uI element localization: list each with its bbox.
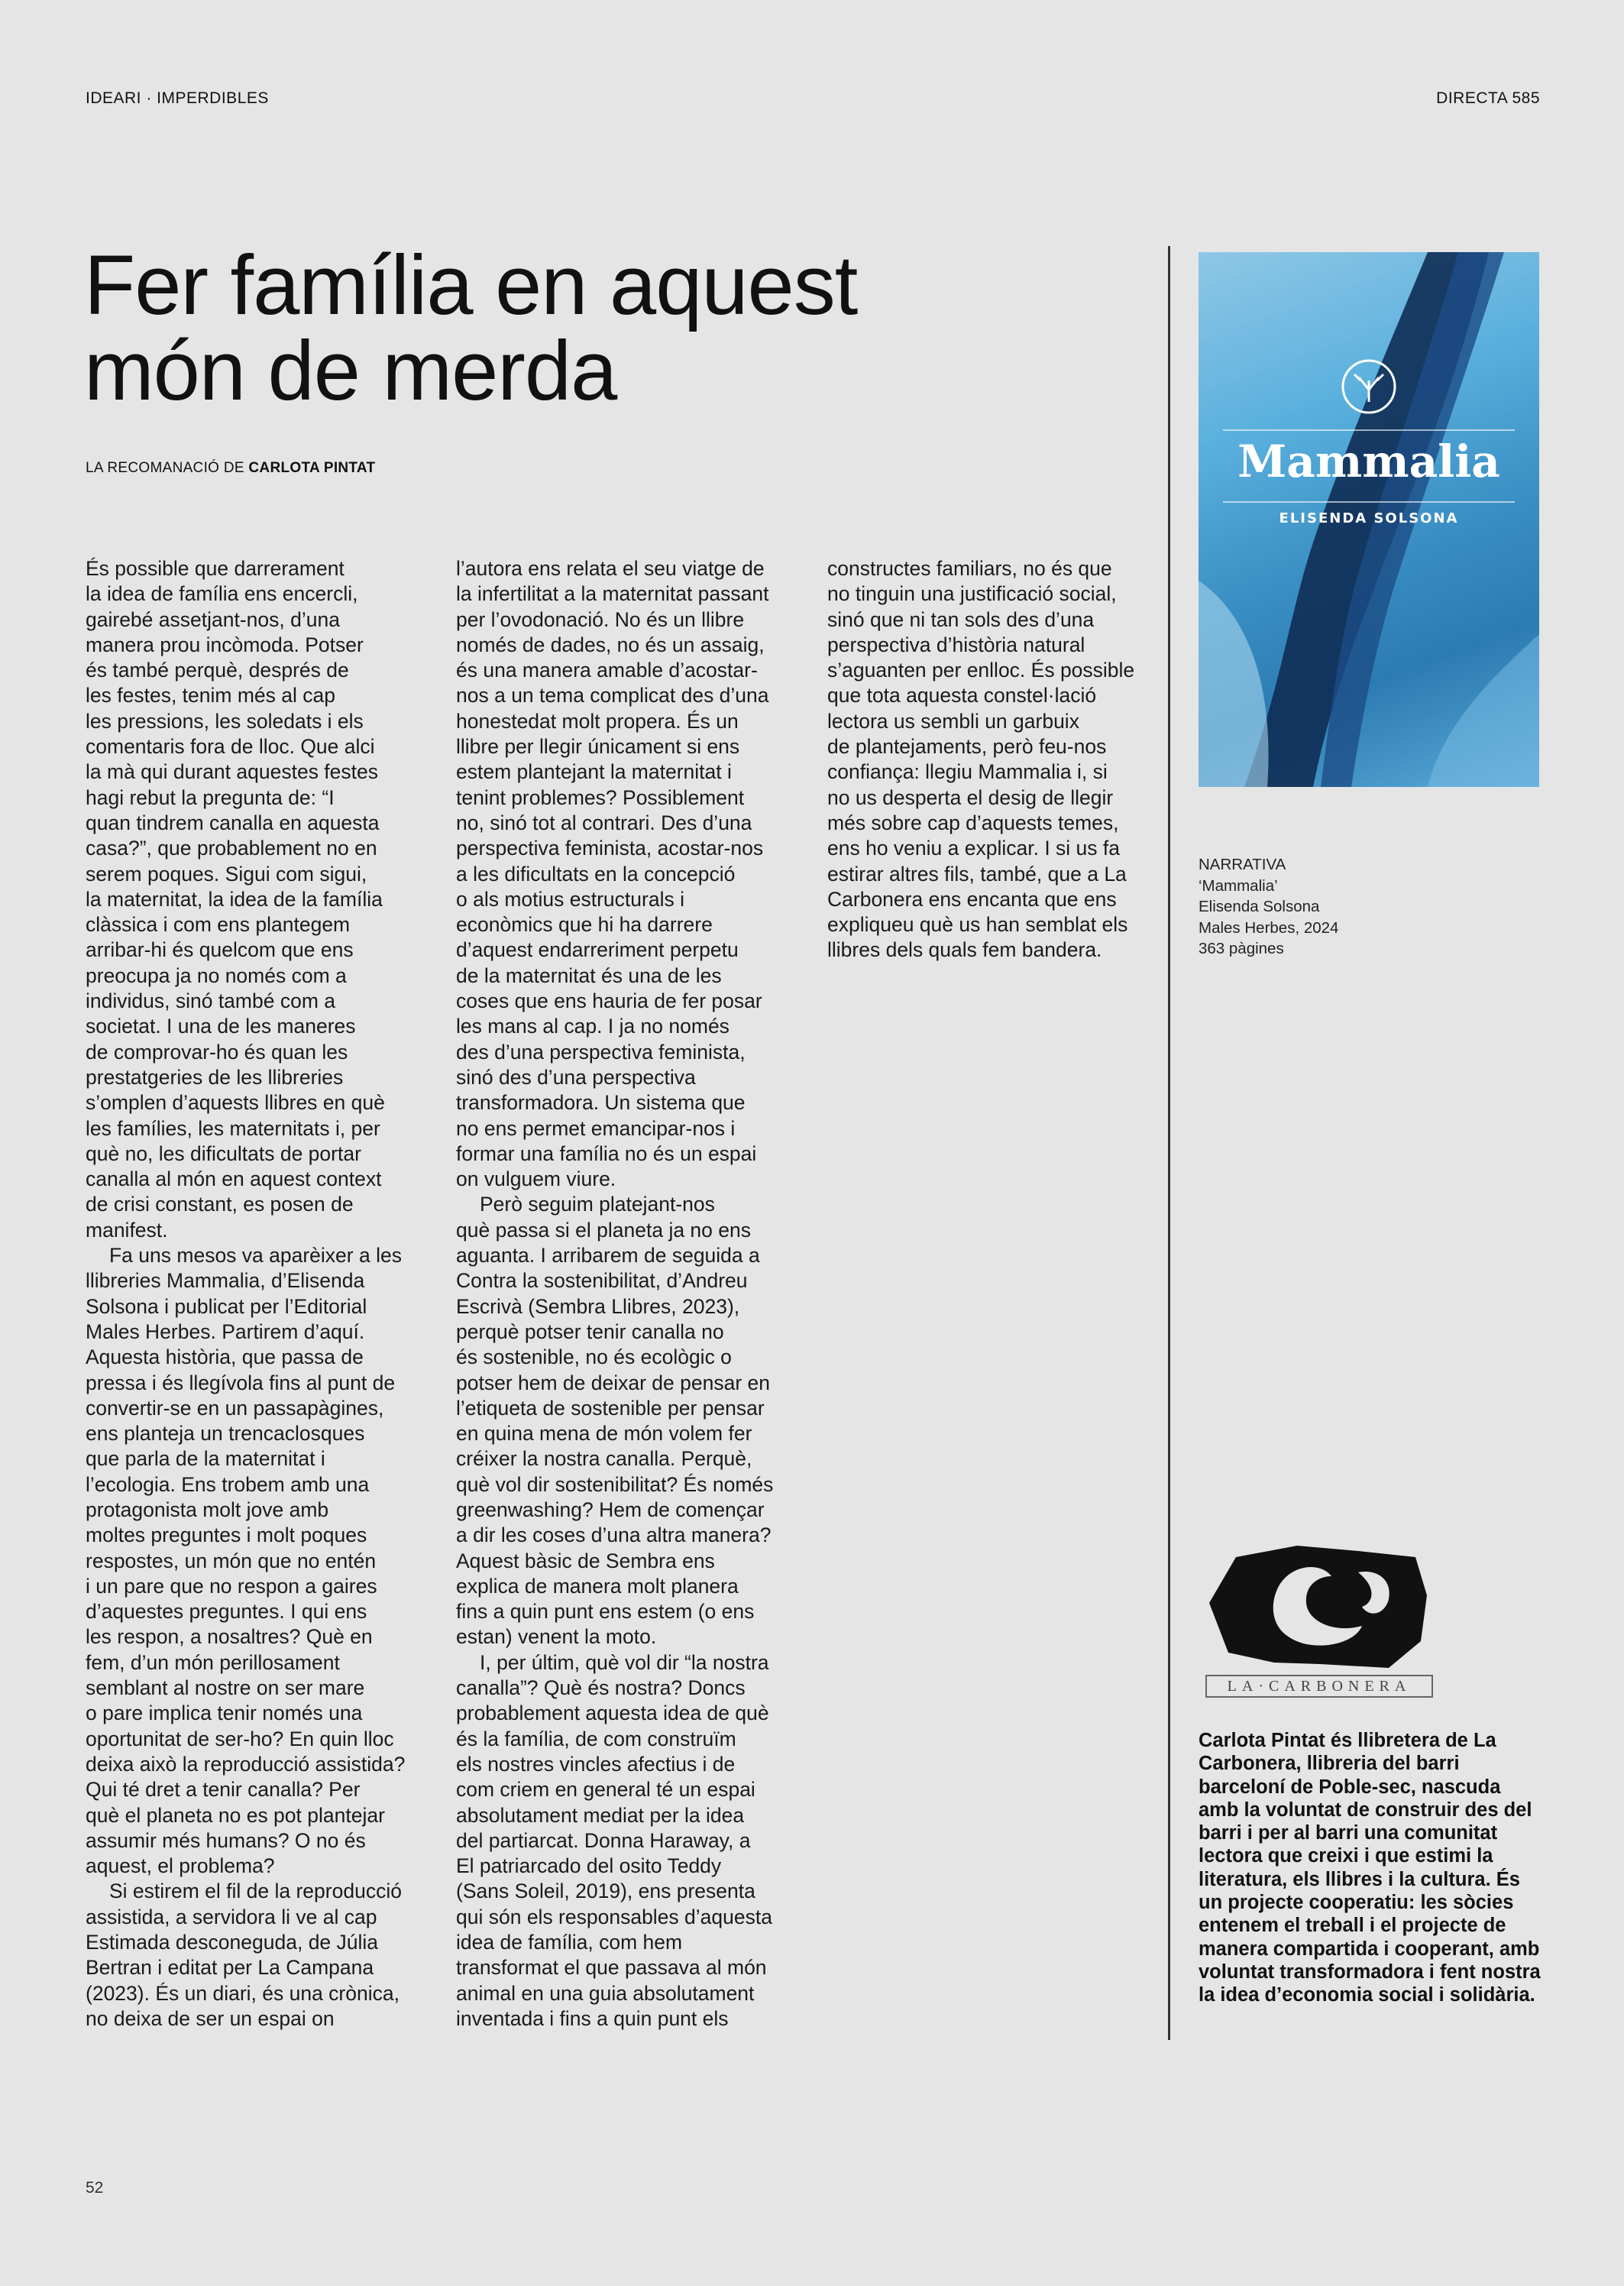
article-line: És possible que darrerament bbox=[86, 557, 345, 580]
article-column-1 bbox=[86, 556, 437, 2032]
article-line: llibreries Mammalia, d’Elisenda bbox=[86, 1269, 365, 1293]
article-line: aquest, el problema? bbox=[86, 1854, 275, 1878]
article-line: formar una família no és un espai bbox=[456, 1141, 757, 1165]
article-line: Bertran i editat per La Campana bbox=[86, 1956, 374, 1980]
article-line: com criem en general té un espai bbox=[456, 1778, 755, 1802]
article-line: canalla al món en aquest context bbox=[86, 1167, 382, 1191]
article-line: convertir-se en un passapàgines, bbox=[86, 1396, 384, 1420]
article-line: què no, les dificultats de portar bbox=[86, 1141, 361, 1165]
article-line: assumir més humans? O no és bbox=[86, 1828, 366, 1852]
article-line: (2023). És un diari, és una crònica, bbox=[86, 1981, 400, 2005]
article-line: Aquesta història, que passa de bbox=[86, 1345, 364, 1369]
article-line: qui són els responsables d’aquesta bbox=[456, 1905, 772, 1928]
la-carbonera-logo bbox=[1202, 1542, 1439, 1702]
article-line: casa?”, que probablement no en bbox=[86, 837, 377, 860]
article-line: lectora us sembli un garbuix bbox=[827, 709, 1079, 733]
article-line: gairebé assetjant-nos, d’una bbox=[86, 607, 340, 631]
article-line: de la maternitat és una de les bbox=[456, 963, 722, 987]
byline bbox=[86, 460, 375, 477]
article-line: és també perquè, després de bbox=[86, 659, 349, 682]
byline-prefix: LA RECOMANACIÓ DE bbox=[86, 460, 244, 476]
article-line: no ens permet emancipar-nos i bbox=[456, 1116, 736, 1140]
article-line: perspectiva feminista, acostar-nos bbox=[456, 837, 764, 860]
article-line: del partiarcat. Donna Haraway, a bbox=[456, 1828, 751, 1852]
article-line: animal en una guia absolutament bbox=[456, 1981, 755, 2005]
article-line: Contra la sostenibilitat, d’Andreu bbox=[456, 1269, 748, 1293]
article-line: què vol dir sostenibilitat? És només bbox=[456, 1472, 774, 1496]
article-line: la idea de família ens encercli, bbox=[86, 582, 358, 606]
article-line: és sostenible, no és ecològic o bbox=[456, 1345, 732, 1369]
article-line: expliqueu què us han semblat els bbox=[827, 913, 1128, 937]
article-line: només de dades, no és un assaig, bbox=[456, 633, 765, 656]
article-line: en quina mena de món volem fer bbox=[456, 1422, 752, 1446]
sidebar-divider bbox=[1168, 246, 1170, 2040]
article-line: (Sans Soleil, 2019), ens presenta bbox=[456, 1880, 755, 1903]
article-line: els nostres vincles afectius i de bbox=[456, 1752, 736, 1776]
article-line: preocupa ja no només com a bbox=[86, 963, 347, 987]
article-line: a dir les coses d’una altra manera? bbox=[456, 1523, 772, 1547]
article-line: on vulguem viure. bbox=[456, 1167, 616, 1191]
article-line: greenwashing? Hem de començar bbox=[456, 1498, 765, 1521]
article-line: és una manera amable d’acostar- bbox=[456, 659, 758, 682]
article-line: semblant al nostre on ser mare bbox=[86, 1676, 365, 1700]
issue-label: DIRECTA 585 bbox=[1436, 89, 1540, 107]
article-title bbox=[84, 238, 1092, 418]
article-line: les respon, a nosaltres? Què en bbox=[86, 1625, 373, 1649]
article-line: honestedat molt propera. És un bbox=[456, 709, 739, 733]
article-line: transformat el que passava al món bbox=[456, 1956, 767, 1980]
article-line: la maternitat, la idea de la família bbox=[86, 887, 383, 911]
article-line: més sobre cap d’aquests temes, bbox=[827, 811, 1119, 834]
article-line: ens ho veniu a explicar. I si us fa bbox=[827, 837, 1120, 860]
article-line: la infertilitat a la maternitat passant bbox=[456, 582, 769, 606]
article-line: tenint problemes? Possiblement bbox=[456, 785, 745, 809]
article-line: de crisi constant, es posen de bbox=[86, 1193, 354, 1216]
article-line: arribar-hi és quelcom que ens bbox=[86, 938, 354, 962]
article-line: des d’una perspectiva feminista, bbox=[456, 1040, 746, 1064]
article-line: o pare implica tenir només una bbox=[86, 1702, 363, 1725]
article-line: nos a un tema complicat des d’una bbox=[456, 684, 769, 707]
byline-author: CARLOTA PINTAT bbox=[248, 460, 376, 476]
book-cover bbox=[1199, 252, 1539, 787]
article-line: sinó que ni tan sols des d’una bbox=[827, 607, 1095, 631]
article-line: les mans al cap. I ja no només bbox=[456, 1015, 730, 1038]
article-line: probablement aquesta idea de què bbox=[456, 1702, 769, 1725]
article-line: i un pare que no respon a gaires bbox=[86, 1574, 377, 1598]
article-line: individus, sinó també com a bbox=[86, 989, 335, 1013]
article-line: hagi rebut la pregunta de: “I bbox=[86, 785, 335, 809]
article-line: què el planeta no es pot plantejar bbox=[86, 1803, 385, 1827]
article-line: oportunitat de ser-ho? En quin lloc bbox=[86, 1727, 394, 1750]
article-line: quan tindrem canalla en aquesta bbox=[86, 811, 380, 834]
article-line: les famílies, les maternitats i, per bbox=[86, 1116, 380, 1140]
article-line: d’aquest endarreriment perpetu bbox=[456, 938, 739, 962]
article-line: protagonista molt jove amb bbox=[86, 1498, 329, 1521]
article-line: Solsona i publicat per l’Editorial bbox=[86, 1294, 367, 1318]
article-line: fem, d’un món perillosament bbox=[86, 1650, 340, 1674]
article-line: llibre per llegir únicament si ens bbox=[456, 735, 740, 759]
article-line: manera prou incòmoda. Potser bbox=[86, 633, 364, 656]
bookseller-bio: Carlota Pintat és llibretera de La Carbonera, llibreria del barri barceloní de Poble-sec, nascuda amb la voluntat de construir des del barri i per al barri una comunitat lectora que creixi i que estimi la literatura, els llibres i la cultura. És un projecte cooperatiu: les sòcies entenem el treball i el projecte de manera compartida i cooperant, amb voluntat transformadora i fent nostra la idea d’economia social i solidària. bbox=[1199, 1730, 1541, 2006]
article-line: coses que ens hauria de fer posar bbox=[456, 989, 762, 1013]
article-line: que parla de la maternitat i bbox=[86, 1447, 325, 1471]
article-line: estirar altres fils, també, que a La bbox=[827, 862, 1127, 886]
article-line: absolutament mediat per la idea bbox=[456, 1803, 745, 1827]
cover-author: ELISENDA SOLSONA bbox=[1279, 510, 1459, 526]
article-line: perspectiva d’història natural bbox=[827, 633, 1085, 656]
article-line: a les dificultats en la concepció bbox=[456, 862, 736, 886]
article-line: idea de família, com hem bbox=[456, 1931, 683, 1954]
article-line: inventada i fins a quin punt els bbox=[456, 2006, 729, 2030]
article-line: comentaris fora de lloc. Que alci bbox=[86, 735, 375, 759]
article-line: explica de manera molt planera bbox=[456, 1574, 739, 1598]
article-line: Qui té dret a tenir canalla? Per bbox=[86, 1778, 361, 1802]
article-line: l’autora ens relata el seu viatge de bbox=[456, 557, 765, 580]
article-line: pressa i és llegívola fins al punt de bbox=[86, 1371, 396, 1394]
article-line: no deixa de ser un espai on bbox=[86, 2006, 335, 2030]
title-line-2: món de merda bbox=[84, 324, 617, 418]
article-line: la mà qui durant aquestes festes bbox=[86, 760, 379, 784]
article-line: transformadora. Un sistema que bbox=[456, 1091, 746, 1115]
article-line: respostes, un món que no entén bbox=[86, 1549, 377, 1572]
article-line: Si estirem el fil de la reproducció bbox=[109, 1880, 402, 1903]
article-line: confiança: llegiu Mammalia i, si bbox=[827, 760, 1108, 784]
article-line: les pressions, les soledats i els bbox=[86, 709, 364, 733]
article-line: assistida, a servidora li ve al cap bbox=[86, 1905, 377, 1928]
book-author: Elisenda Solsona bbox=[1199, 898, 1320, 915]
article-line: Carbonera ens encanta que ens bbox=[827, 887, 1117, 911]
article-line: aguanta. I arribarem de seguida a bbox=[456, 1244, 760, 1268]
article-line: l’ecologia. Ens trobem amb una bbox=[86, 1472, 370, 1496]
article-line: Males Herbes. Partirem d’aquí. bbox=[86, 1319, 365, 1343]
article-line: econòmics que hi ha darrere bbox=[456, 913, 713, 937]
article-line: s’aguanten per enlloc. És possible bbox=[827, 659, 1135, 682]
article-line: les festes, tenim més al cap bbox=[86, 684, 335, 707]
article-line: estan) venent la moto. bbox=[456, 1625, 657, 1649]
article-line: constructes familiars, no és que bbox=[827, 557, 1112, 580]
article-line: de comprovar-ho és quan les bbox=[86, 1040, 348, 1064]
article-line: societat. I una de les maneres bbox=[86, 1015, 356, 1038]
article-line: prestatgeries de les llibreries bbox=[86, 1065, 344, 1089]
article-line: és la família, de com construïm bbox=[456, 1727, 736, 1750]
article-column-2 bbox=[456, 556, 807, 2032]
article-line: o als motius estructurals i bbox=[456, 887, 684, 911]
book-details bbox=[1199, 854, 1338, 960]
section-label: IDEARI · IMPERDIBLES bbox=[86, 89, 269, 107]
article-line: per l’ovodonació. No és un llibre bbox=[456, 607, 745, 631]
article-line: fins a quin punt ens estem (o ens bbox=[456, 1600, 755, 1624]
article-line: créixer la nostra canalla. Perquè, bbox=[456, 1447, 752, 1471]
carbonera-wordmark: LA·CARBONERA bbox=[1205, 1675, 1433, 1698]
article-line: l’etiqueta de sostenible per pensar bbox=[456, 1396, 765, 1420]
article-line: Fa uns mesos va aparèixer a les bbox=[109, 1244, 402, 1268]
article-line: I, per últim, què vol dir “la nostra bbox=[480, 1650, 769, 1674]
article-line: deixa això la reproducció assistida? bbox=[86, 1752, 406, 1776]
article-line: estem plantejant la maternitat i bbox=[456, 760, 732, 784]
book-pages: 363 pàgines bbox=[1199, 940, 1284, 957]
article-column-3 bbox=[827, 556, 1163, 963]
page-number: 52 bbox=[86, 2179, 104, 2197]
article-line: Però seguim platejant-nos bbox=[480, 1193, 715, 1216]
article-line: no us desperta el desig de llegir bbox=[827, 785, 1114, 809]
article-line: Escrivà (Sembra Llibres, 2023), bbox=[456, 1294, 740, 1318]
article-line: de plantejaments, però feu-nos bbox=[827, 735, 1107, 759]
title-line-1: Fer família en aquest bbox=[84, 238, 858, 332]
book-title: ‘Mammalia’ bbox=[1199, 876, 1278, 895]
article-line: clàssica i com ens plantegem bbox=[86, 913, 351, 937]
article-line: canalla”? Què és nostra? Doncs bbox=[456, 1676, 746, 1700]
article-line: ens planteja un trencaclosques bbox=[86, 1422, 365, 1446]
book-publisher-year: Males Herbes, 2024 bbox=[1199, 918, 1339, 937]
article-line: d’aquestes preguntes. I qui ens bbox=[86, 1600, 367, 1624]
article-line: Aquest bàsic de Sembra ens bbox=[456, 1549, 715, 1572]
cover-rule-bottom bbox=[1223, 501, 1515, 503]
article-line: moltes preguntes i molt poques bbox=[86, 1523, 367, 1547]
article-line: sinó des d’una perspectiva bbox=[456, 1065, 696, 1089]
article-line: no tinguin una justificació social, bbox=[827, 582, 1117, 606]
cover-rule-top bbox=[1223, 429, 1515, 431]
article-line: potser hem de deixar de pensar en bbox=[456, 1371, 771, 1394]
article-line: perquè potser tenir canalla no bbox=[456, 1319, 724, 1343]
cover-title: Mammalia bbox=[1237, 436, 1500, 487]
carbonera-mark-icon bbox=[1205, 1542, 1435, 1672]
article-line: s’omplen d’aquests llibres en què bbox=[86, 1091, 385, 1115]
article-line: Estimada desconeguda, de Júlia bbox=[86, 1931, 379, 1954]
article-line: serem poques. Sigui com sigui, bbox=[86, 862, 367, 886]
article-line: no, sinó tot al contrari. Des d’una bbox=[456, 811, 752, 834]
book-genre: NARRATIVA bbox=[1199, 856, 1286, 873]
article-line: que tota aquesta constel·lació bbox=[827, 684, 1097, 707]
article-line: El patriarcado del osito Teddy bbox=[456, 1854, 722, 1878]
article-line: manifest. bbox=[86, 1218, 168, 1242]
article-line: llibres dels quals fem bandera. bbox=[827, 938, 1102, 962]
article-line: què passa si el planeta ja no ens bbox=[456, 1218, 751, 1242]
